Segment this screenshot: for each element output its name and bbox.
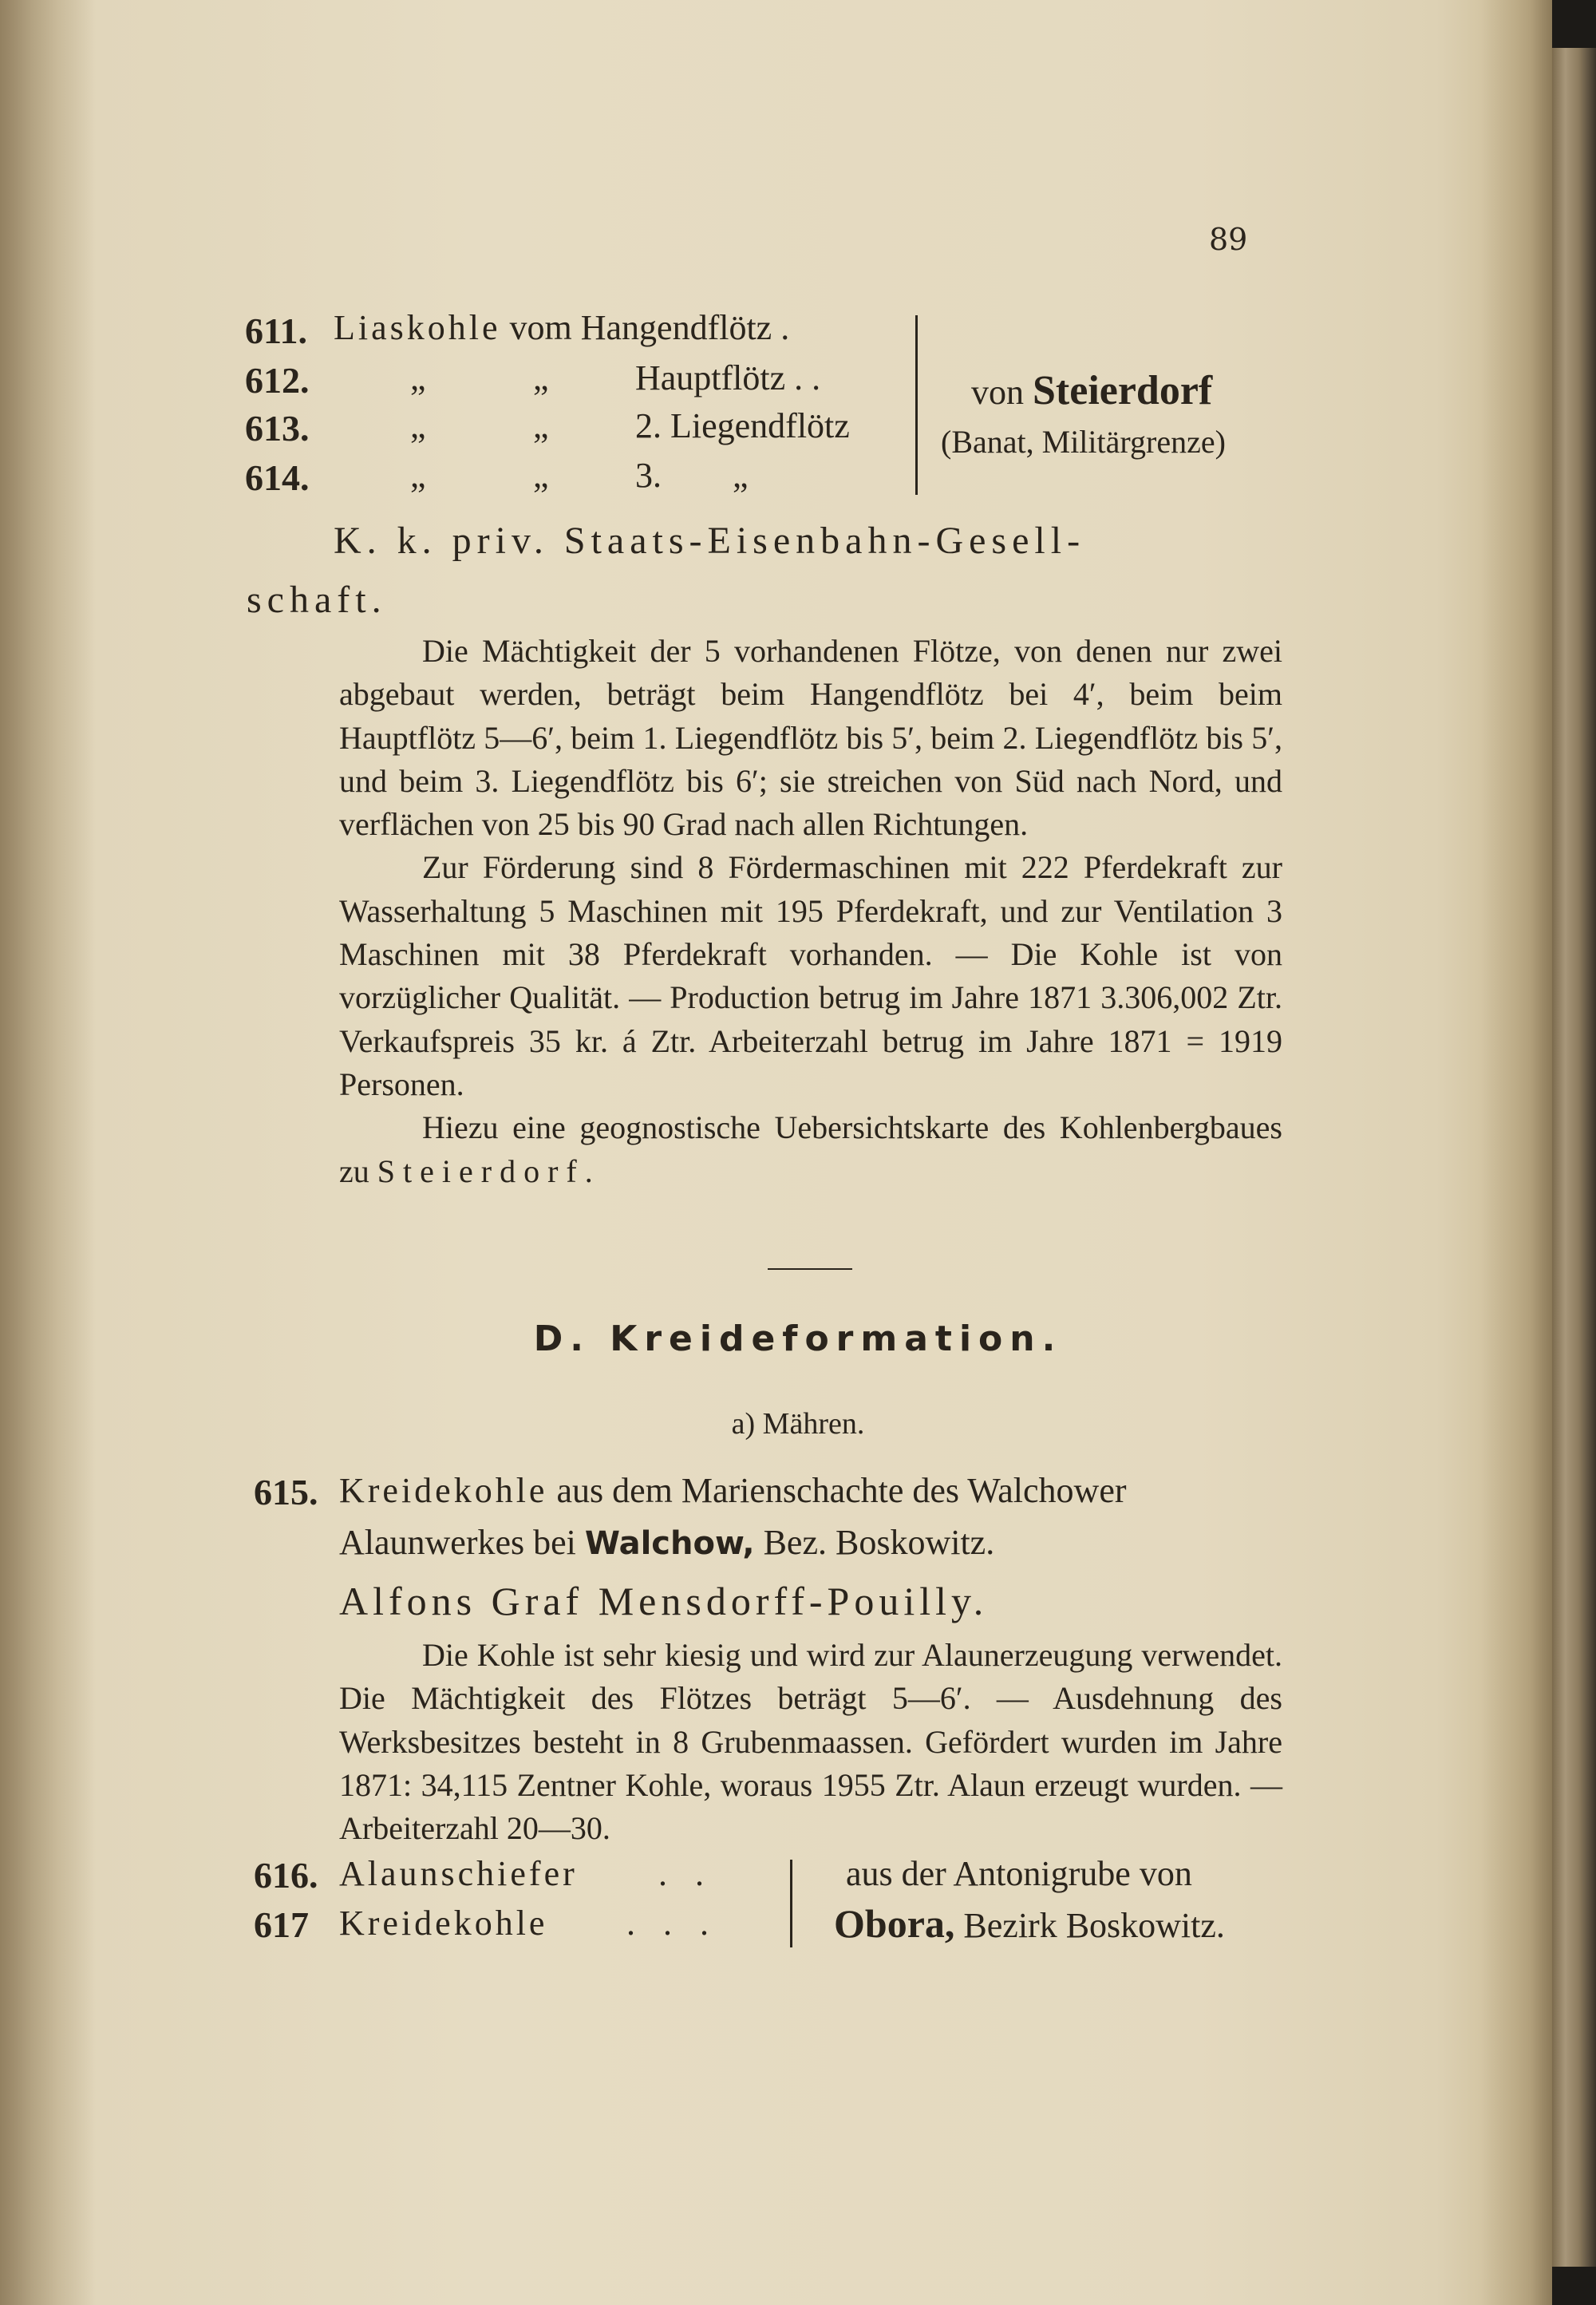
entry-rest: vom Hangendflötz . xyxy=(509,308,790,347)
ditto-mark: „ xyxy=(533,358,549,397)
place-name: Steierdorf. xyxy=(377,1152,601,1189)
entry-text xyxy=(339,1852,713,1896)
entry-number: 616. xyxy=(254,1855,318,1896)
location-region: (Banat, Militärgrenze) xyxy=(941,424,1226,460)
place-name: Walchow, xyxy=(584,1525,755,1562)
entry-rest: 2. Liegendflötz xyxy=(635,406,850,445)
ditto-mark: „ xyxy=(533,456,549,495)
paragraph xyxy=(339,1106,1282,1193)
company-name-cont: schaft. xyxy=(247,579,387,621)
paragraph: Die Mächtigkeit der 5 vorhandenen Flötze, von denen nur zwei abgebaut werden, beträgt beim Hangendflötz bei 4′, beim beim Hauptflötz 5—6′, beim 1. Liegendflötz bis 5′, beim 2. Liegendflötz bis 5′, und beim 3. Liegendflötz bis 6′; sie streichen von Süd nach Nord, und verflächen von 25 bis 90 Grad nach allen Richtungen. xyxy=(339,633,1282,843)
entry-number: 611. xyxy=(245,310,307,351)
location-line xyxy=(971,369,1212,415)
section-divider xyxy=(768,1268,852,1270)
entry-number: 613. xyxy=(245,408,310,449)
entry-text xyxy=(334,306,789,350)
page-edge-shadow xyxy=(1480,0,1552,2305)
entry-rest: Bez. Boskowitz. xyxy=(763,1523,995,1562)
subsection-heading xyxy=(0,1406,1552,1441)
location-prefix: von xyxy=(971,373,1024,412)
entry-number: 615. xyxy=(254,1472,318,1512)
company-name: K. k. priv. Staats-Eisenbahn-Gesell- xyxy=(334,520,1086,562)
page-stack-edge xyxy=(1552,48,1596,2267)
section-heading: D. Kreideformation. xyxy=(533,1319,1063,1359)
ditto-mark: „ xyxy=(733,456,749,495)
entry-rest: Alaunwerkes bei xyxy=(339,1523,576,1562)
entry-text xyxy=(339,1901,718,1946)
paragraph-text: Hiezu eine geognostische Uebersichtskarte des Kohlenbergbaues zu xyxy=(339,1109,1282,1189)
entry-name: Liaskohle xyxy=(334,308,501,347)
page-number: 89 xyxy=(1209,222,1248,257)
entry-rest: 3. xyxy=(635,456,662,495)
entry-name: Alaunschiefer xyxy=(339,1854,578,1893)
paragraph: Die Kohle ist sehr kiesig und wird zur Alaunerzeugung verwendet. Die Mächtigkeit des Flötzes beträgt 5—6′. — Ausdehnung des Werksbesitzes besteht in 8 Grubenmaassen. Gefördert wurden im Jahre 1871: 34,115 Zentner Kohle, woraus 1955 Ztr. Alaun erzeugt wurden. — Arbeiterzahl 20—30. xyxy=(339,1637,1282,1847)
location-place: Steierdorf xyxy=(1033,368,1213,413)
entry-text-cont xyxy=(339,1520,994,1566)
entry-number: 617 xyxy=(254,1904,309,1945)
paragraph: Zur Förderung sind 8 Fördermaschinen mit 222 Pferdekraft zur Wasserhaltung 5 Maschinen mit 195 Pferdekraft, und zur Ventilation 3 Maschinen mit 38 Pferdekraft vorhanden. — Die Kohle ist von vorzüglicher Qualität. — Production betrug im Jahre 1871 3.306,002 Ztr. Verkaufspreis 35 kr. á Ztr. Arbeiterzahl betrug im Jahre 1871 = 1919 Personen. xyxy=(339,849,1282,1102)
entry-number: 614. xyxy=(245,457,310,498)
location-line: aus der Antonigrube von xyxy=(846,1854,1192,1893)
ditto-mark: „ xyxy=(410,456,426,495)
location-place: Obora, xyxy=(834,1901,955,1946)
grouping-brace xyxy=(915,315,918,495)
ditto-mark: „ xyxy=(410,358,426,397)
entry-rest: aus dem Marienschachte des Walchower xyxy=(556,1471,1127,1510)
entry-name: Kreidekohle xyxy=(339,1471,548,1510)
entry-number: 612. xyxy=(245,360,310,401)
leader-dots: . . xyxy=(658,1854,713,1893)
leader-dots: . . . xyxy=(626,1904,718,1943)
grouping-brace xyxy=(790,1860,792,1947)
body-text xyxy=(339,1634,1282,1850)
entry-text xyxy=(339,1469,1127,1513)
location-line xyxy=(834,1901,1225,1948)
entry-rest: Hauptflötz . . xyxy=(635,358,821,397)
ditto-mark: „ xyxy=(410,406,426,445)
location-rest: Bezirk Boskowitz. xyxy=(963,1906,1225,1945)
ditto-mark: „ xyxy=(533,406,549,445)
body-text xyxy=(339,630,1282,1193)
entry-name: Kreidekohle xyxy=(339,1904,548,1943)
page-fold-shadow xyxy=(0,0,96,2305)
owner-name: Alfons Graf Mensdorff-Pouilly. xyxy=(339,1579,989,1623)
subsection-text: a) Mähren. xyxy=(731,1407,865,1441)
